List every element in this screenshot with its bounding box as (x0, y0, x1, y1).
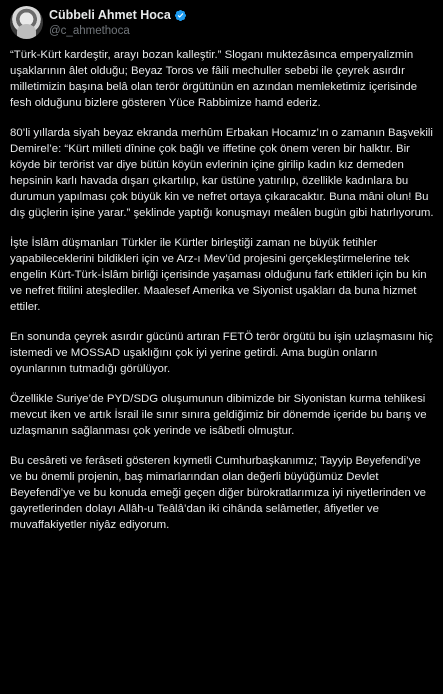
tweet-paragraph: 80’li yıllarda siyah beyaz ekranda merhûm Erbakan Hocamız’ın o zamanın Başvekili Demirel’e: “Kürt milleti dînine çok bağlı ve iffetine çok önem veren bir halktır. Bir köyde bir terörist var diye bütün köyün evlerinin içine girilip kadın kız demeden hepsinin karlı havada dışarı çıkartılıp, kar üstüne yatırılıp, özellikle kadınlara bu durumun yapılması çok büyük kin ve nefret ortaya çıkaracaktır. Buna mâni olun! Bu dış güçlerin işine yarar.” şeklinde yaptığı konuşmayı meâlen bugün gibi hatırlıyorum. (10, 127, 434, 219)
verified-badge-icon (174, 9, 187, 22)
tweet-header (10, 6, 187, 39)
tweet-paragraph: En sonunda çeyrek asırdır gücünü artıran FETÖ terör örgütü bu işin uzlaşmasını hiç istemedi ve MOSSAD uşaklığını çok iyi yerine getirdi. Ama bugün onların oyunlarının tutmadığı görülüyor. (10, 331, 433, 375)
tweet-paragraph: Bu cesâreti ve ferâseti gösteren kıymetli Cumhurbaşkanımız; Tayyip Beyefendi’ye ve bu önemli projenin, baş mimarlarından olan değerli büyüğümüz Devlet Beyefendi’ye ve bu konuda emeği geçen diğer bürokratlarımıza iyi niyetlerinden ve gayretlerinden dolayı Allâh-u Teâlâ’dan iki cihânda selâmetler, âfiyetler ve muvaffakiyetler niyâz ediyorum. (10, 455, 426, 531)
tweet-paragraph: Özellikle Suriye’de PYD/SDG oluşumunun dibimizde bir Siyonistan kurma tehlikesi mevcut iken ve artık İsrail ile sınır sınıra geldiğimiz bir dönemde içeride bu barış ve uzlaşmanın sağlanması çok yerinde ve isâbetli olmuştur. (10, 393, 427, 437)
author-display-name[interactable]: Cübbeli Ahmet Hoca (49, 8, 171, 22)
author-handle[interactable]: @c_ahmethoca (49, 25, 130, 37)
author-avatar[interactable] (10, 6, 43, 39)
author-info (49, 8, 187, 39)
author-name-row (49, 8, 187, 23)
tweet-paragraph: “Türk-Kürt kardeştir, arayı bozan kalleştir.” Sloganı muktezâsınca emperyalizmin uşaklarının âlet olduğu; Beyaz Toros ve fâili mechuller sebebi ile çeyrek asırdır milletimizin başına belâ olan terör örgütünün en azından memleketimiz içerisinde fesh olduğunu bizlere gösteren Yüce Rabbimize hamd ederiz. (10, 49, 418, 109)
tweet-paragraph: İşte İslâm düşmanları Türkler ile Kürtler birleştiği zaman ne büyük fetihler yapabileceklerini bildikleri için ve Arz-ı Mev’ûd projesini gerçekleştirmelerine tek engelin Kürt-Türk-İslâm birliği içerisinde yaşaması olduğunu fark ettikleri için bu kin ve nefret fitilini ateşlediler. Maalesef Amerika ve Siyonist uşakları da buna hizmet ettiler. (10, 237, 427, 313)
tweet-text (10, 47, 434, 547)
